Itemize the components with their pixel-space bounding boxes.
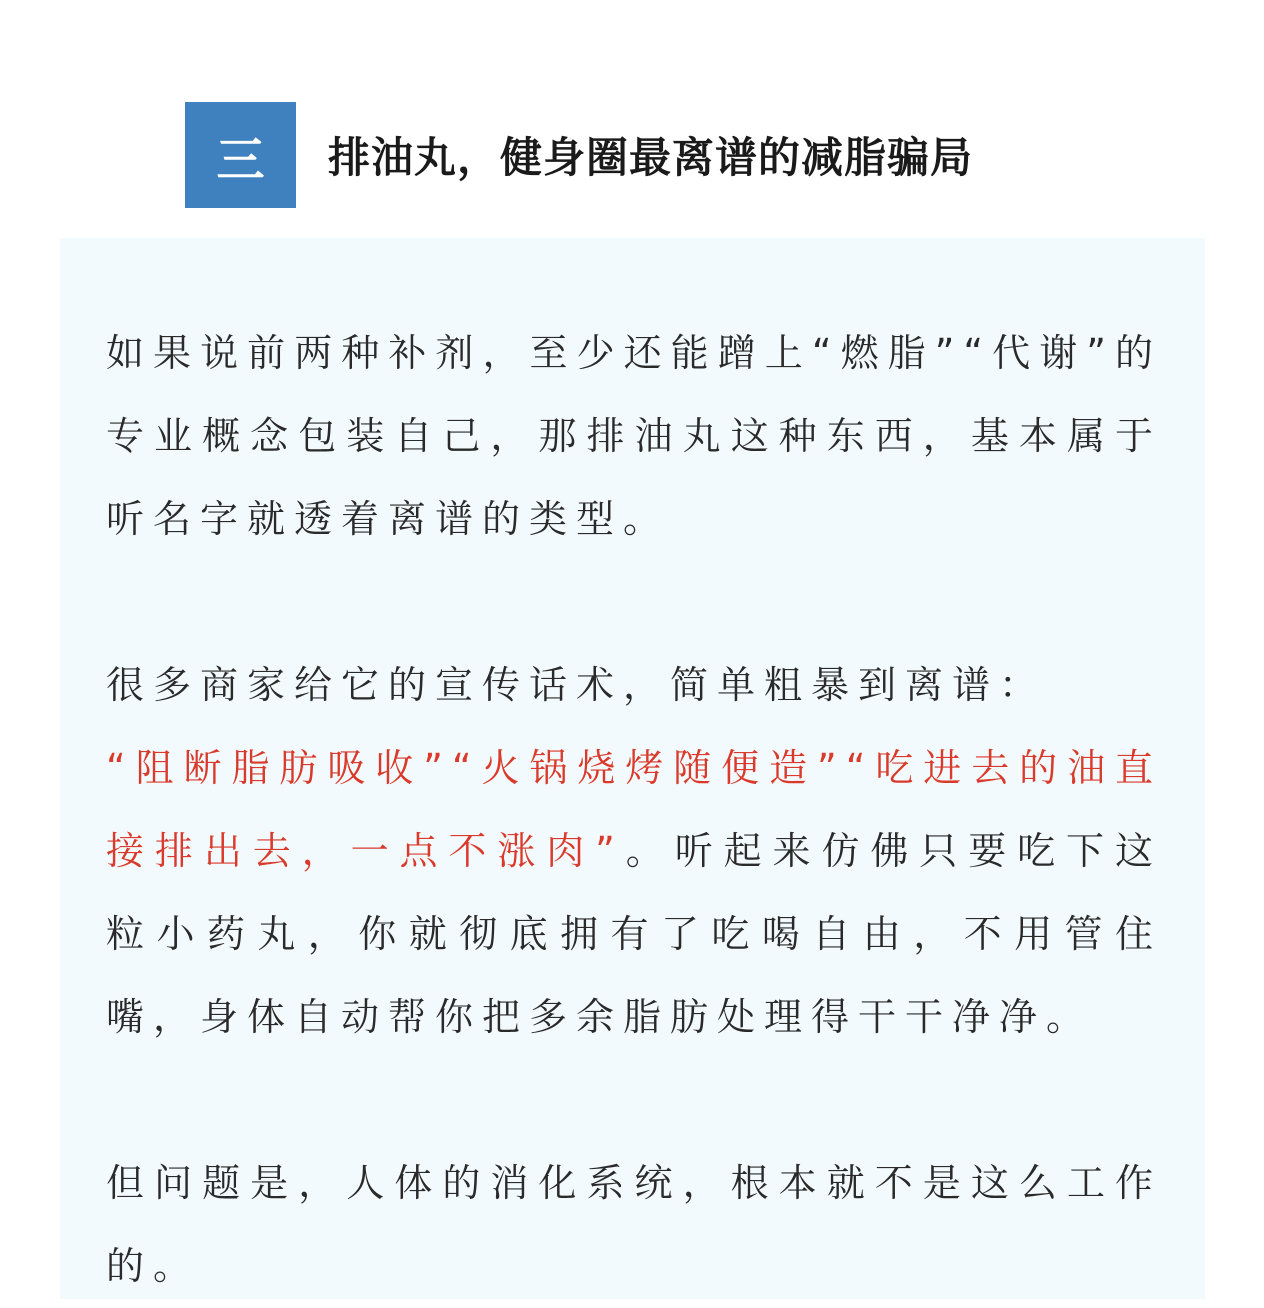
paragraph-2: [106, 644, 1162, 1059]
section-number-badge: 三: [185, 102, 296, 208]
section-header: [185, 102, 973, 208]
section-title: 排油丸，健身圈最离谱的减脂骗局: [328, 133, 974, 182]
paragraph-1: 如果说前两种补剂，至少还能蹭上“燃脂”“代谢”的专业概念包装自己，那排油丸这种东西，基本属于听名字就透着离谱的类型。: [106, 331, 1162, 541]
highlighted-slogans: “阻断脂肪吸收”“火锅烧烤随便造”“吃进去的油直接排出去，一点不涨肉”: [106, 746, 1162, 873]
article-content-box: [60, 238, 1205, 1299]
paragraph-2-intro: 很多商家给它的宣传话术，简单粗暴到离谱：: [106, 663, 1047, 707]
paragraph-3: 但问题是，人体的消化系统，根本就不是这么工作的。: [106, 1161, 1162, 1288]
paragraph-2-rest: 。听起来仿佛只要吃下这粒小药丸，你就彻底拥有了吃喝自由，不用管住嘴，身体自动帮你把多余脂肪处理得干干净净。: [106, 829, 1162, 1039]
